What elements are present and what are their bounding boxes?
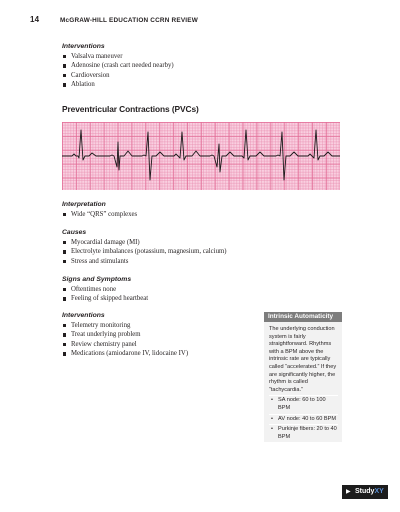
list-item: Treat underlying problem — [62, 330, 257, 339]
interventions-top-section — [62, 43, 302, 90]
ecg-strip — [62, 122, 340, 190]
sidebar-paragraph: The underlying conduction system is fairly straightforward. Rhythms with a BPM above the intrinsic rate are typically called “accelerated.” If they are significantly higher, the rhythm is called “tachycardia.” — [269, 326, 337, 393]
section-heading: Preventricular Contractions (PVCs) — [62, 104, 199, 114]
section-title: Causes — [62, 229, 87, 236]
ecg-trace-icon — [62, 122, 340, 190]
list-item: Telemetry monitoring — [62, 321, 257, 330]
list-item: Review chemistry panel — [62, 340, 257, 349]
list-item: • Purkinje fibers: 20 to 40 BPM — [269, 424, 338, 442]
signs-section — [62, 276, 302, 304]
section-title: Interventions — [62, 43, 105, 50]
list-item: Stress and stimulants — [62, 257, 302, 266]
bullet-list — [62, 210, 302, 219]
list-item: Adenosine (crash cart needed nearby) — [62, 61, 302, 70]
section-title: Interventions — [62, 312, 105, 319]
sidebar-title: Intrinsic Automaticity — [264, 312, 342, 322]
play-icon: ▶ — [346, 489, 351, 495]
section-title: Signs and Symptoms — [62, 276, 132, 283]
logo-text-xy: XY — [374, 488, 384, 495]
list-item: Cardioversion — [62, 71, 302, 80]
interventions-bottom-section — [62, 312, 257, 359]
list-item: Medications (amiodarone IV, lidocaine IV) — [62, 349, 257, 358]
list-item: Valsalva maneuver — [62, 52, 302, 61]
logo-text — [355, 485, 384, 499]
list-item: • AV node: 40 to 60 BPM — [269, 414, 338, 425]
list-item: • SA node: 60 to 100 BPM — [269, 395, 338, 413]
list-item: Oftentimes none — [62, 285, 302, 294]
bullet-list — [62, 238, 302, 266]
list-item: Wide “QRS” complexes — [62, 210, 302, 219]
page-number: 14 — [30, 15, 40, 24]
running-title: McGRAW-HILL EDUCATION CCRN REVIEW — [60, 16, 198, 24]
running-header — [30, 14, 370, 28]
interpretation-section — [62, 201, 302, 219]
sidebar-list — [269, 395, 338, 442]
list-item: Feeling of skipped heartbeat — [62, 294, 302, 303]
list-item: Electrolyte imbalances (potassium, magnesium, calcium) — [62, 247, 302, 256]
bullet-list — [62, 321, 257, 359]
intrinsic-automaticity-sidebar — [264, 312, 342, 442]
studyxy-logo — [342, 485, 388, 499]
section-title: Interpretation — [62, 201, 106, 208]
bullet-list — [62, 52, 302, 90]
list-item: Myocardial damage (MI) — [62, 238, 302, 247]
sidebar-body — [264, 322, 342, 442]
causes-section — [62, 229, 302, 266]
bullet-list — [62, 285, 302, 304]
logo-text-study: Study — [355, 488, 375, 495]
list-item: Ablation — [62, 80, 302, 89]
